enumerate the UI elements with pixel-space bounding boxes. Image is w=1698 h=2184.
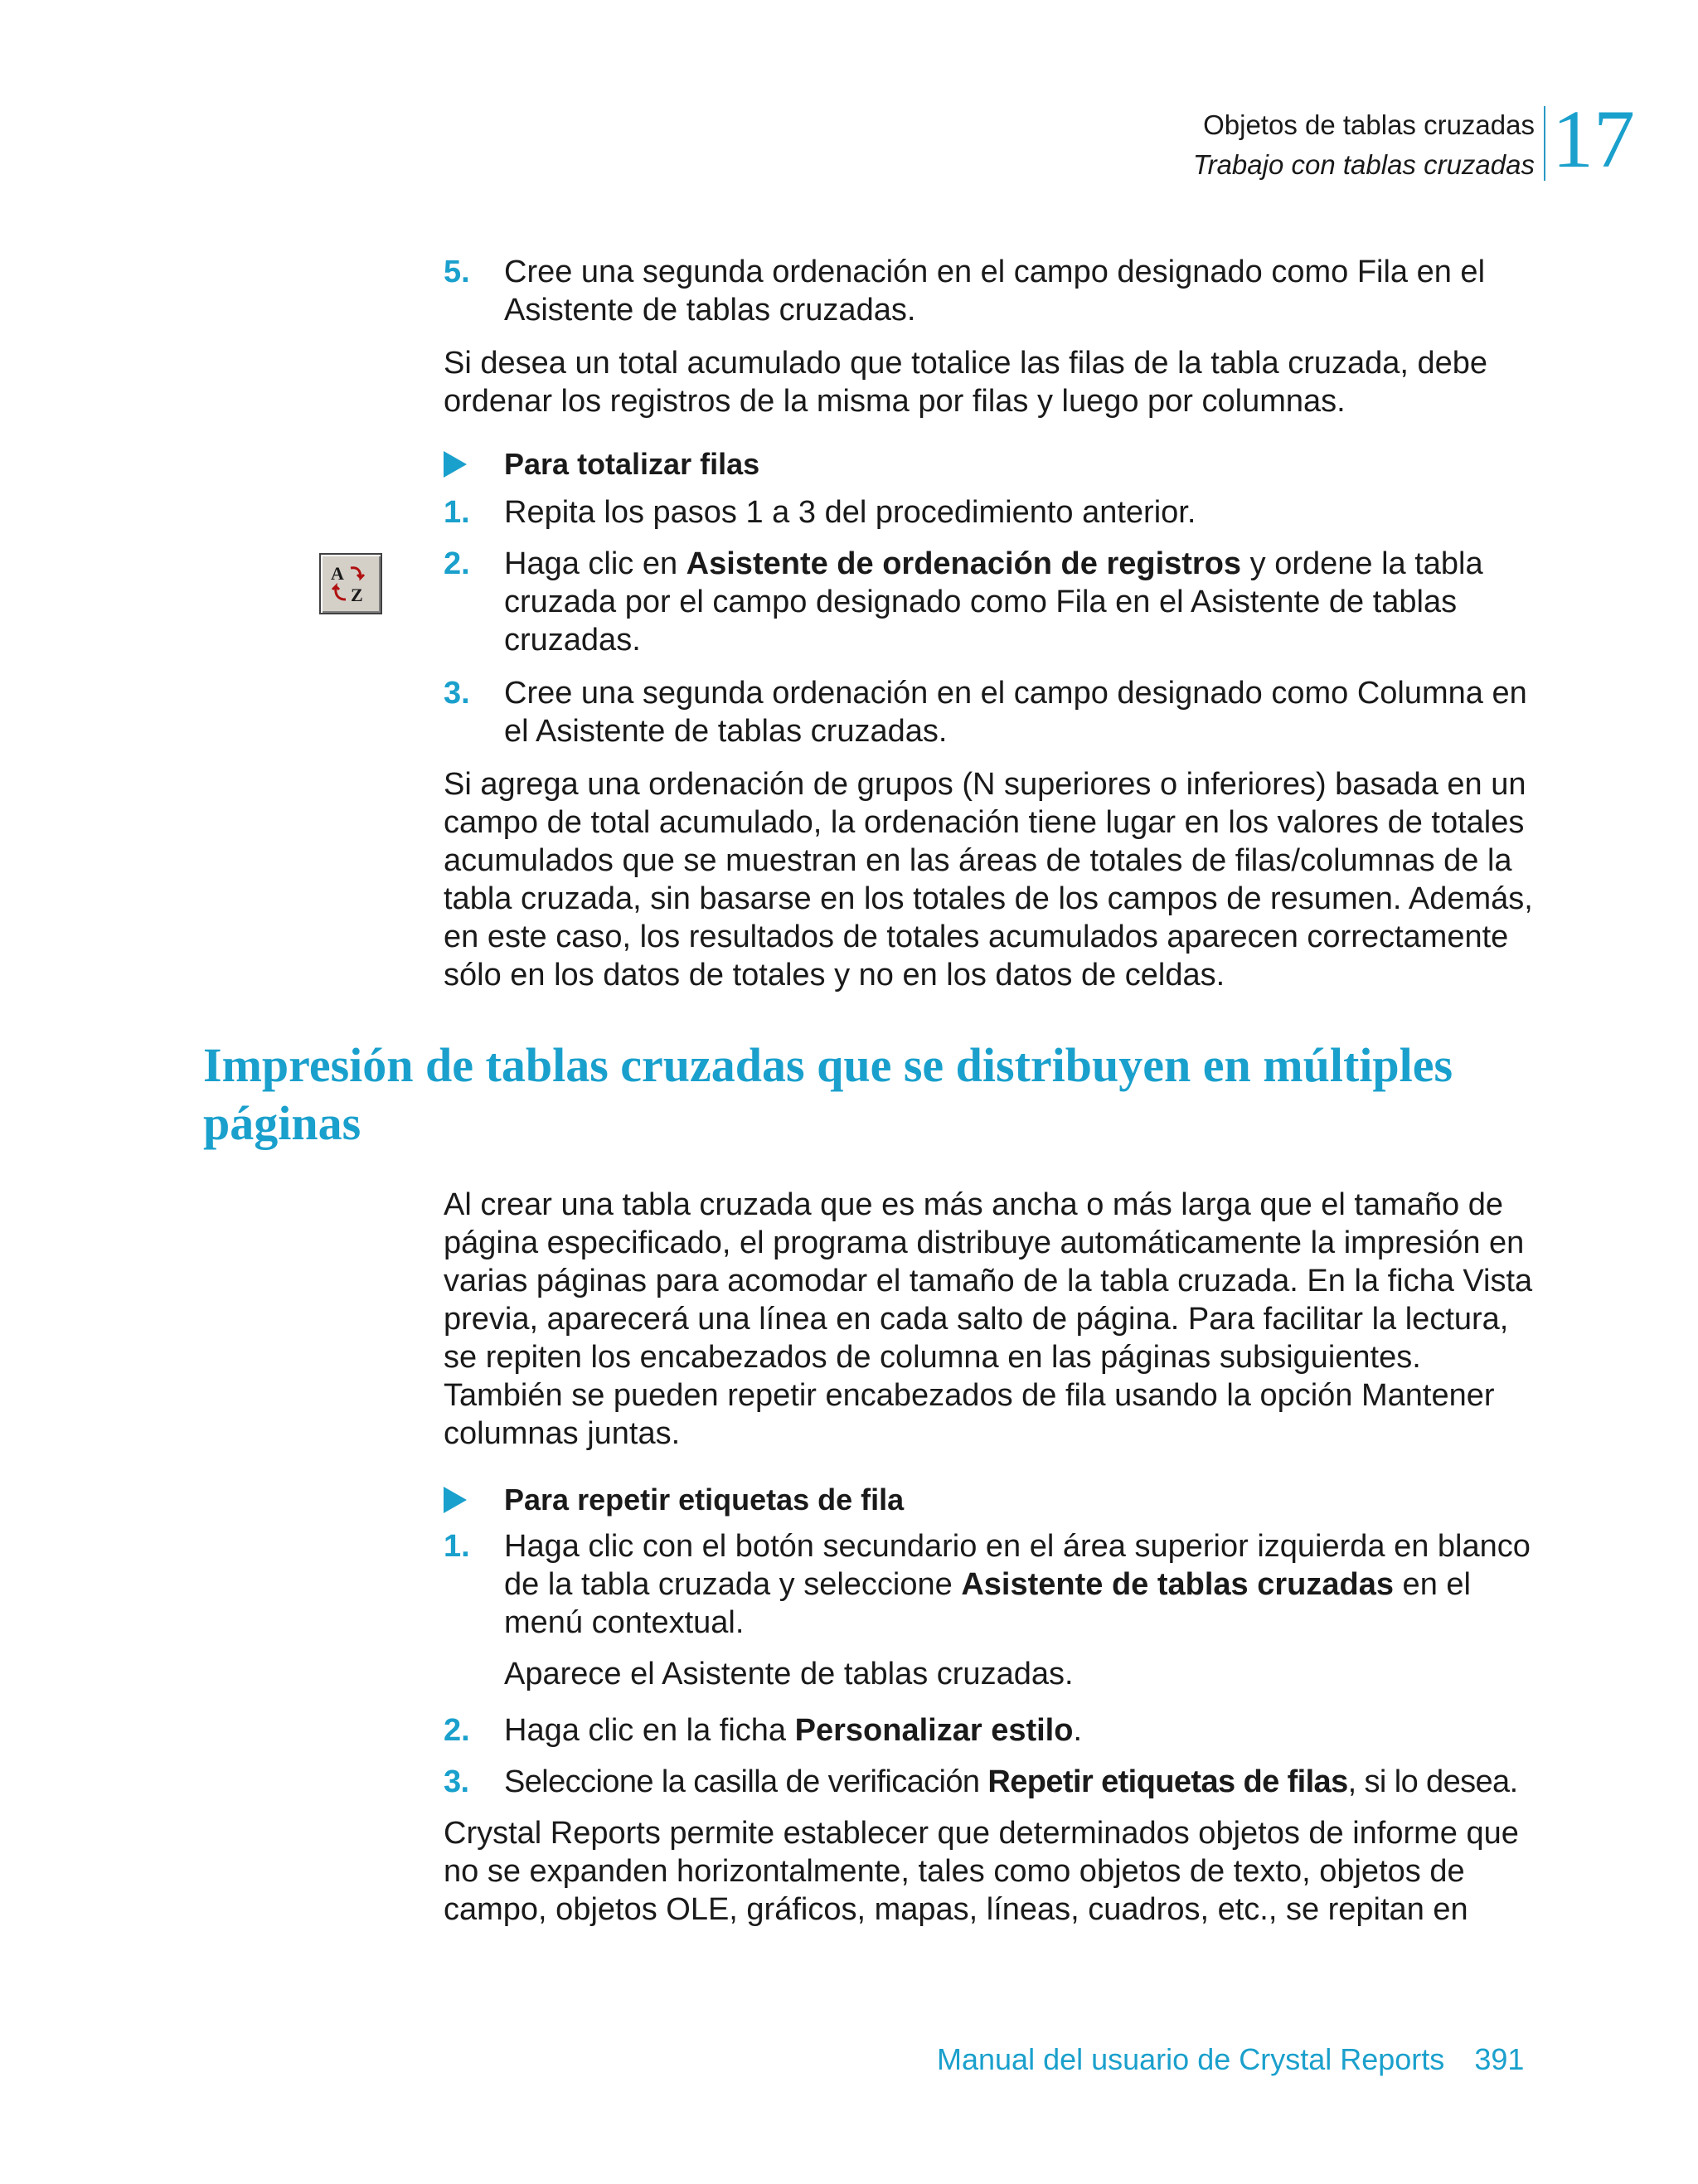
- chapter-number: 17: [1552, 93, 1635, 185]
- step-number: 3.: [444, 1764, 469, 1799]
- procedure-title: Para repetir etiquetas de fila: [504, 1483, 905, 1517]
- body-paragraph: Crystal Reports permite establecer que determinados objetos de informe que no se expanden horizontalmente, tales como objetos de texto, objetos de campo, objetos OLE, gráficos, mapas, líneas, cuadros, etc., se repitan en: [444, 1816, 1519, 1927]
- step-text: Cree una segunda ordenación en el campo designado como Fila en el Asistente de tablas cruzadas.: [504, 255, 1486, 328]
- step-item: [444, 1711, 1538, 1750]
- step-text: Haga clic en Asistente de ordenación de registros y ordene la tabla cruzada por el campo designado como Fila en el Asistente de tablas cruzadas.: [504, 546, 1483, 658]
- step-number: 1.: [444, 495, 470, 530]
- sort-icon-letter-a: A: [331, 563, 344, 584]
- step-item: [444, 253, 1538, 329]
- footer-title: Manual del usuario de Crystal Reports: [937, 2042, 1445, 2076]
- header-divider: [1544, 106, 1545, 181]
- page-number: 391: [1474, 2042, 1525, 2076]
- ui-term: Asistente de ordenación de registros: [686, 546, 1242, 581]
- record-sort-expert-icon: [319, 553, 382, 614]
- step-text: Haga clic con el botón secundario en el área superior izquierda en blanco de la tabla cruzada y seleccione Asistente de tablas cruzadas en el menú contextual.: [504, 1529, 1531, 1640]
- ui-term: Repetir etiquetas de filas: [987, 1764, 1348, 1799]
- section-title: Trabajo con tablas cruzadas: [1192, 149, 1535, 180]
- step-text: Haga clic en la ficha Personalizar estilo.: [504, 1713, 1083, 1748]
- step-item: [444, 1763, 1538, 1801]
- chapter-title: Objetos de tablas cruzadas: [1203, 109, 1535, 140]
- triangle-bullet-icon: [444, 451, 467, 478]
- step-item: [444, 674, 1538, 750]
- step-text: Cree una segunda ordenación en el campo designado como Columna en el Asistente de tablas cruzadas.: [504, 676, 1527, 749]
- step-item: [444, 493, 1538, 531]
- page-footer: [937, 2042, 1524, 2077]
- step-item: [444, 1527, 1538, 1693]
- section-heading: Impresión de tablas cruzadas que se distribuyen en múltiples páginas: [203, 1038, 1453, 1150]
- ui-term: Asistente de tablas cruzadas: [961, 1567, 1394, 1602]
- step-text: Seleccione la casilla de verificación Repetir etiquetas de filas, si lo desea.: [504, 1764, 1518, 1799]
- ui-term: Personalizar estilo: [794, 1713, 1074, 1748]
- procedure-heading: [444, 445, 759, 483]
- step-number: 3.: [444, 676, 470, 711]
- body-paragraph: Si desea un total acumulado que totalice las filas de la tabla cruzada, debe ordenar los registros de la misma por filas y luego por columnas.: [444, 346, 1488, 419]
- step-number: 5.: [444, 255, 470, 289]
- procedure-heading: [444, 1481, 904, 1519]
- step-text: Repita los pasos 1 a 3 del procedimiento anterior.: [504, 495, 1196, 530]
- sort-icon-letter-z: Z: [351, 585, 363, 605]
- procedure-title: Para totalizar filas: [504, 447, 760, 481]
- step-item: [444, 545, 1538, 659]
- step-result: Aparece el Asistente de tablas cruzadas.: [504, 1657, 1074, 1691]
- step-number: 1.: [444, 1529, 470, 1564]
- triangle-bullet-icon: [444, 1487, 467, 1513]
- step-number: 2.: [444, 546, 470, 581]
- step-number: 2.: [444, 1713, 470, 1748]
- body-paragraph: Si agrega una ordenación de grupos (N superiores o inferiores) basada en un campo de total acumulado, la ordenación tiene lugar en los valores de totales acumulados que se muestran en las áreas de totales de filas/columnas de la tabla cruzada, sin basarse en los totales de los campos de resumen. Además, en este caso, los resultados de totales acumulados aparecen correctamente sólo en los datos de totales y no en los datos de celdas.: [444, 767, 1533, 993]
- body-paragraph: Al crear una tabla cruzada que es más ancha o más larga que el tamaño de página especificado, el programa distribuye automáticamente la impresión en varias páginas para acomodar el tamaño de la tabla cruzada. En la ficha Vista previa, aparecerá una línea en cada salto de página. Para facilitar la lectura, se repiten los encabezados de columna en las páginas subsiguientes. También se pueden repetir encabezados de fila usando la opción Mantener columnas juntas.: [444, 1187, 1533, 1451]
